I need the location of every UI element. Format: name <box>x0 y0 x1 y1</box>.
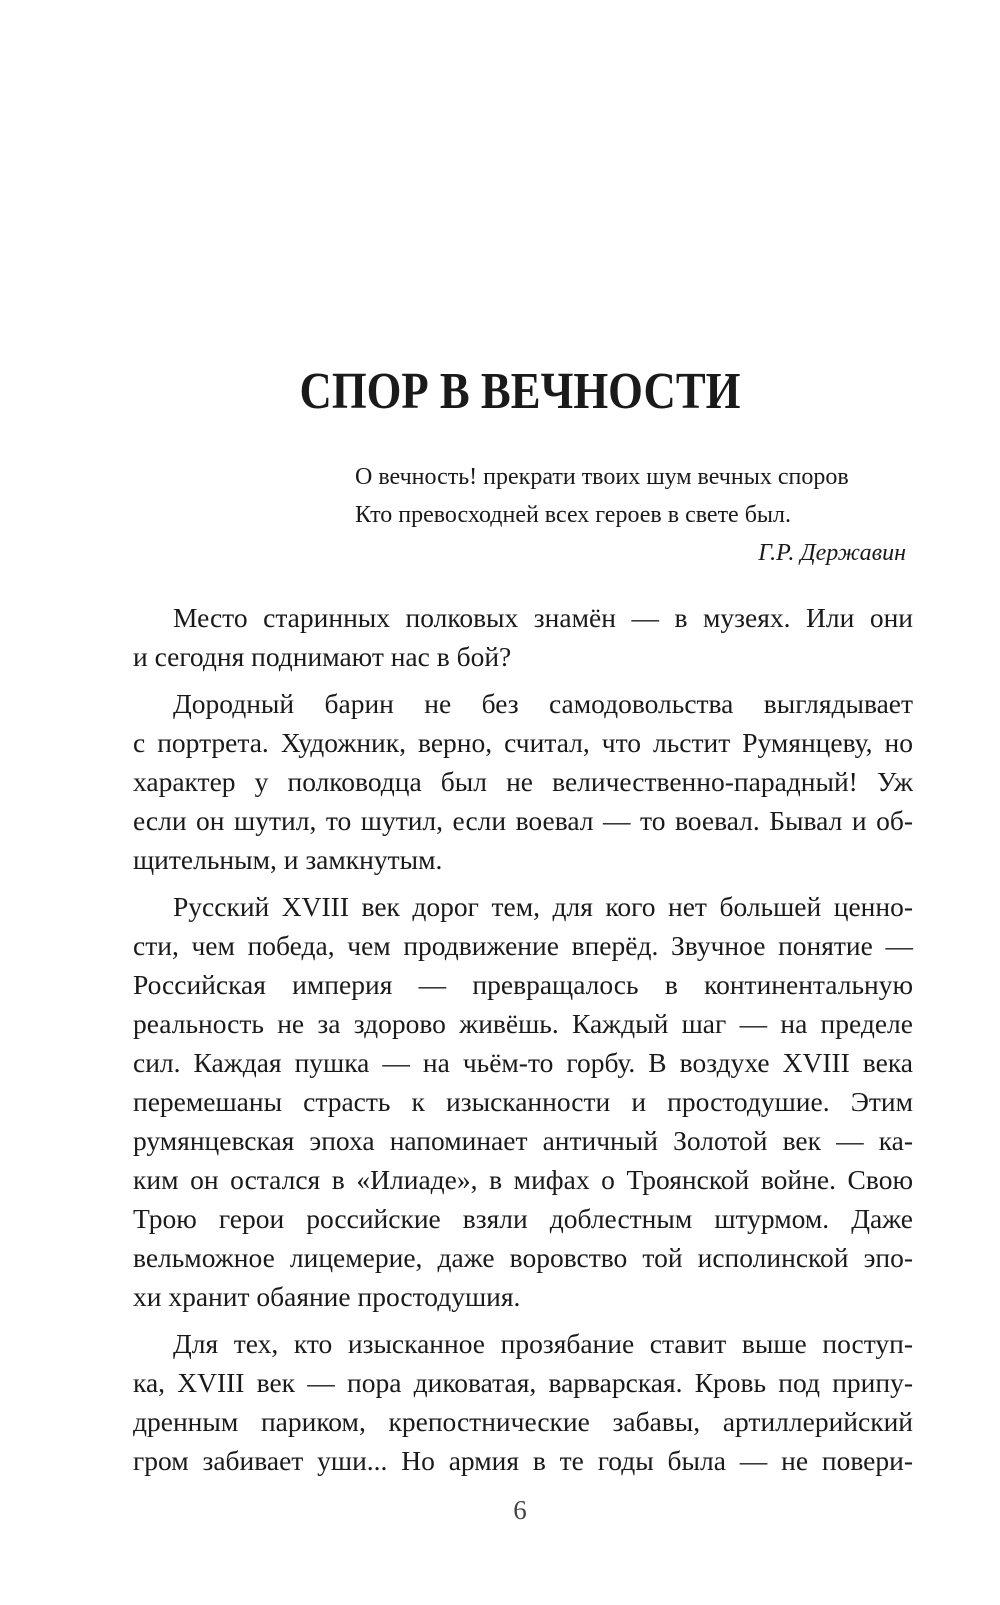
page-number: 6 <box>513 1495 527 1525</box>
text-line: Место старинных полковых знамён — в музеях. Или они <box>173 602 913 633</box>
text-line: Для тех, кто изысканное прозябание ставит выше поступ- <box>173 1328 913 1359</box>
text-line: реальность не за здорово живёшь. Каждый шаг — на пределе <box>133 1008 913 1039</box>
text-line: если он шутил, то шутил, если воевал — то воевал. Бывал и об- <box>133 805 913 836</box>
text-line: Российская империя — превращалось в континентальную <box>133 969 913 1000</box>
text-line: вельможное лицемерие, даже воровство той исполинской эпо- <box>133 1242 913 1273</box>
text-line: Трою герои российские взяли доблестным штурмом. Даже <box>133 1203 913 1234</box>
chapter-title: СПОР В ВЕЧНОСТИ <box>299 363 741 420</box>
paragraph <box>133 684 913 879</box>
paragraph <box>133 1324 913 1480</box>
text-line: и сегодня поднимают нас в бой? <box>133 641 512 672</box>
epigraph-author: Г.Р. Державин <box>758 540 906 566</box>
paragraph <box>133 598 913 676</box>
paragraph <box>133 887 913 1316</box>
text-line: Русский XVIII век дорог тем, для кого нет большей ценно- <box>173 891 913 922</box>
text-line: Дородный барин не без самодовольства выглядывает <box>173 688 913 719</box>
epigraph-line: О вечность! прекрати твоих шум вечных споров <box>355 464 849 490</box>
body-text <box>133 598 913 1488</box>
text-line: румянцевская эпоха напоминает античный Золотой век — ка- <box>133 1125 913 1156</box>
text-line: характер у полководца был не величественно-парадный! Уж <box>133 766 913 797</box>
epigraph-line: Кто превосходней всех героев в свете был. <box>355 502 792 528</box>
text-line: перемешаны страсть к изысканности и простодушие. Этим <box>133 1086 913 1117</box>
text-line: с портрета. Художник, верно, считал, что льстит Румянцеву, но <box>133 727 913 758</box>
text-line: ким он остался в «Илиаде», в мифах о Троянской войне. Свою <box>133 1164 913 1195</box>
text-line: хи хранит обаяние простодушия. <box>133 1281 521 1312</box>
text-line: щительным, и замкнутым. <box>133 844 443 875</box>
text-line: дренным париком, крепостнические забавы, артиллерийский <box>133 1406 913 1437</box>
text-line: сил. Каждая пушка — на чьём-то горбу. В воздухе XVIII века <box>133 1047 913 1078</box>
text-line: сти, чем победа, чем продвижение вперёд. Звучное понятие — <box>133 930 913 961</box>
epigraph <box>355 458 915 572</box>
text-line: ка, XVIII век — пора диковатая, варварская. Кровь под припу- <box>133 1367 913 1398</box>
text-line: гром забивает уши... Но армия в те годы была — не повери- <box>133 1445 913 1476</box>
